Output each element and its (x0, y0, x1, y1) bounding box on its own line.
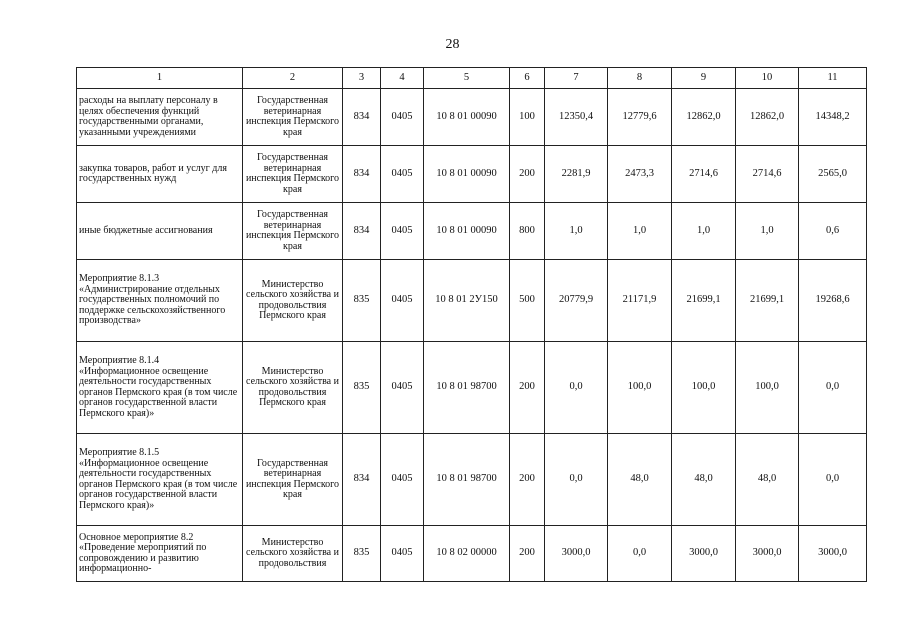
cell-amount: 19268,6 (799, 260, 867, 342)
cell-amount: 1,0 (545, 203, 608, 260)
cell-section: 0405 (381, 434, 424, 526)
cell-expense-type: 200 (510, 434, 545, 526)
cell-code: 835 (343, 260, 381, 342)
cell-section: 0405 (381, 260, 424, 342)
column-header: 7 (545, 68, 608, 89)
cell-amount: 1,0 (608, 203, 672, 260)
cell-target-article: 10 8 01 00090 (424, 146, 510, 203)
cell-amount: 0,6 (799, 203, 867, 260)
cell-amount: 100,0 (736, 342, 799, 434)
cell-description: Основное мероприятие 8.2 «Проведение мероприятий по сопровождению и развитию информационно- (77, 526, 243, 582)
table-header-row (77, 68, 867, 89)
page-number: 28 (445, 37, 460, 52)
cell-code: 834 (343, 434, 381, 526)
cell-amount: 100,0 (608, 342, 672, 434)
column-header: 10 (736, 68, 799, 89)
column-header: 11 (799, 68, 867, 89)
cell-amount: 21699,1 (672, 260, 736, 342)
cell-amount: 21171,9 (608, 260, 672, 342)
cell-amount: 0,0 (608, 526, 672, 582)
cell-amount: 1,0 (672, 203, 736, 260)
table-row (77, 434, 867, 526)
cell-expense-type: 200 (510, 526, 545, 582)
cell-expense-type: 100 (510, 89, 545, 146)
cell-amount: 1,0 (736, 203, 799, 260)
cell-expense-type: 200 (510, 146, 545, 203)
cell-expense-type: 500 (510, 260, 545, 342)
column-header: 5 (424, 68, 510, 89)
cell-amount: 2473,3 (608, 146, 672, 203)
cell-amount: 48,0 (608, 434, 672, 526)
cell-amount: 48,0 (736, 434, 799, 526)
cell-amount: 12779,6 (608, 89, 672, 146)
column-header: 1 (77, 68, 243, 89)
cell-amount: 20779,9 (545, 260, 608, 342)
cell-agency: Государственная ветеринарная инспекция Пермского края (243, 146, 343, 203)
cell-amount: 2281,9 (545, 146, 608, 203)
cell-target-article: 10 8 01 00090 (424, 89, 510, 146)
cell-agency: Государственная ветеринарная инспекция Пермского края (243, 203, 343, 260)
cell-amount: 12350,4 (545, 89, 608, 146)
cell-description: иные бюджетные ассигнования (77, 203, 243, 260)
cell-amount: 3000,0 (736, 526, 799, 582)
cell-section: 0405 (381, 526, 424, 582)
cell-amount: 0,0 (545, 434, 608, 526)
table-row (77, 342, 867, 434)
table-row (77, 203, 867, 260)
table-row (77, 526, 867, 582)
cell-description: Мероприятие 8.1.3 «Администрирование отдельных государственных полномочий по поддержке сельскохозяйственного производства» (77, 260, 243, 342)
cell-amount: 100,0 (672, 342, 736, 434)
column-header: 6 (510, 68, 545, 89)
cell-amount: 12862,0 (672, 89, 736, 146)
cell-section: 0405 (381, 203, 424, 260)
cell-target-article: 10 8 01 00090 (424, 203, 510, 260)
cell-agency: Министерство сельского хозяйства и продовольствия (243, 526, 343, 582)
cell-target-article: 10 8 01 98700 (424, 434, 510, 526)
cell-section: 0405 (381, 89, 424, 146)
cell-amount: 3000,0 (799, 526, 867, 582)
cell-expense-type: 800 (510, 203, 545, 260)
cell-amount: 12862,0 (736, 89, 799, 146)
cell-amount: 21699,1 (736, 260, 799, 342)
cell-code: 834 (343, 146, 381, 203)
cell-target-article: 10 8 01 98700 (424, 342, 510, 434)
cell-amount: 14348,2 (799, 89, 867, 146)
table-row (77, 146, 867, 203)
cell-amount: 2714,6 (672, 146, 736, 203)
cell-section: 0405 (381, 146, 424, 203)
cell-amount: 0,0 (545, 342, 608, 434)
cell-amount: 2714,6 (736, 146, 799, 203)
cell-description: расходы на выплату персоналу в целях обеспечения функций государственными органами, указанными учреждениями (77, 89, 243, 146)
cell-code: 835 (343, 526, 381, 582)
cell-target-article: 10 8 01 2У150 (424, 260, 510, 342)
cell-agency: Государственная ветеринарная инспекция Пермского края (243, 89, 343, 146)
column-header: 3 (343, 68, 381, 89)
cell-agency: Министерство сельского хозяйства и продовольствия Пермского края (243, 342, 343, 434)
cell-section: 0405 (381, 342, 424, 434)
cell-expense-type: 200 (510, 342, 545, 434)
cell-code: 834 (343, 89, 381, 146)
cell-amount: 2565,0 (799, 146, 867, 203)
cell-description: закупка товаров, работ и услуг для государственных нужд (77, 146, 243, 203)
cell-agency: Министерство сельского хозяйства и продовольствия Пермского края (243, 260, 343, 342)
cell-amount: 48,0 (672, 434, 736, 526)
cell-amount: 3000,0 (545, 526, 608, 582)
cell-agency: Государственная ветеринарная инспекция Пермского края (243, 434, 343, 526)
cell-amount: 3000,0 (672, 526, 736, 582)
cell-target-article: 10 8 02 00000 (424, 526, 510, 582)
column-header: 8 (608, 68, 672, 89)
cell-code: 835 (343, 342, 381, 434)
cell-description: Мероприятие 8.1.5 «Информационное освещение деятельности государственных органов Пермского края (в том числе органов государственной власти Пермского края)» (77, 434, 243, 526)
cell-code: 834 (343, 203, 381, 260)
column-header: 9 (672, 68, 736, 89)
column-header: 2 (243, 68, 343, 89)
table-row (77, 89, 867, 146)
cell-amount: 0,0 (799, 434, 867, 526)
table-row (77, 260, 867, 342)
column-header: 4 (381, 68, 424, 89)
cell-amount: 0,0 (799, 342, 867, 434)
budget-table (76, 67, 867, 582)
cell-description: Мероприятие 8.1.4 «Информационное освещение деятельности государственных органов Пермского края (в том числе органов государственной власти Пермского края)» (77, 342, 243, 434)
